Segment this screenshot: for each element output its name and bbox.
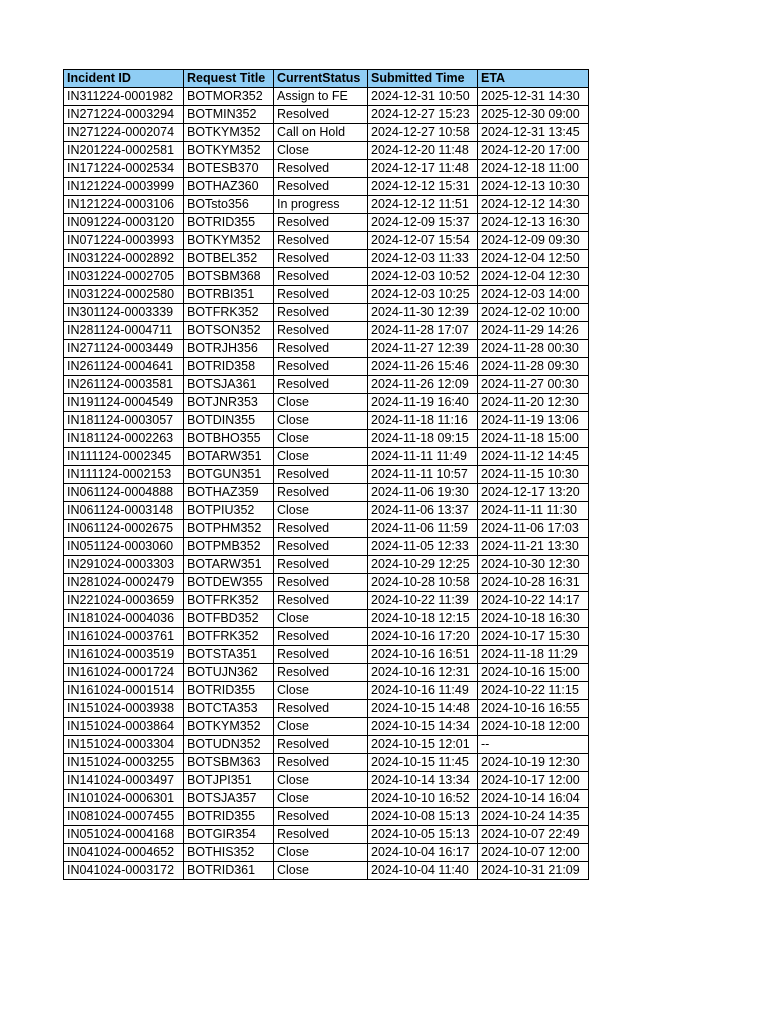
cell-current-status[interactable]: Resolved: [274, 574, 368, 592]
header-request-title[interactable]: Request Title: [184, 70, 274, 88]
cell-submitted-time[interactable]: 2024-10-04 16:17: [368, 844, 478, 862]
table-row: [64, 304, 589, 322]
cell-eta[interactable]: 2024-11-12 14:45: [478, 448, 589, 466]
cell-submitted-time[interactable]: 2024-12-20 11:48: [368, 142, 478, 160]
cell-eta[interactable]: 2024-12-09 09:30: [478, 232, 589, 250]
cell-submitted-time[interactable]: 2024-12-03 10:52: [368, 268, 478, 286]
cell-request-title[interactable]: BOTsto356: [184, 196, 274, 214]
cell-request-title[interactable]: BOTJPI351: [184, 772, 274, 790]
cell-request-title[interactable]: BOTARW351: [184, 556, 274, 574]
cell-submitted-time[interactable]: 2024-11-11 11:49: [368, 448, 478, 466]
cell-incident-id[interactable]: IN151024-0003304: [64, 736, 184, 754]
table-row: [64, 196, 589, 214]
cell-eta[interactable]: 2024-10-31 21:09: [478, 862, 589, 880]
cell-request-title[interactable]: BOTPHM352: [184, 520, 274, 538]
cell-eta[interactable]: 2024-11-15 10:30: [478, 466, 589, 484]
cell-current-status[interactable]: Resolved: [274, 322, 368, 340]
cell-incident-id[interactable]: IN161024-0003761: [64, 628, 184, 646]
cell-submitted-time[interactable]: 2024-12-12 11:51: [368, 196, 478, 214]
cell-current-status[interactable]: Resolved: [274, 808, 368, 826]
table-row: [64, 772, 589, 790]
cell-incident-id[interactable]: IN061124-0004888: [64, 484, 184, 502]
cell-incident-id[interactable]: IN031224-0002705: [64, 268, 184, 286]
table-row: [64, 214, 589, 232]
table-row: [64, 556, 589, 574]
cell-incident-id[interactable]: IN191124-0004549: [64, 394, 184, 412]
cell-eta[interactable]: --: [478, 736, 589, 754]
cell-submitted-time[interactable]: 2024-10-15 11:45: [368, 754, 478, 772]
table-row: [64, 862, 589, 880]
table-row: [64, 268, 589, 286]
table-row: [64, 448, 589, 466]
cell-incident-id[interactable]: IN081024-0007455: [64, 808, 184, 826]
cell-eta[interactable]: 2024-10-16 16:55: [478, 700, 589, 718]
cell-incident-id[interactable]: IN041024-0003172: [64, 862, 184, 880]
cell-eta[interactable]: 2024-10-28 16:31: [478, 574, 589, 592]
cell-eta[interactable]: 2024-11-19 13:06: [478, 412, 589, 430]
cell-request-title[interactable]: BOTGIR354: [184, 826, 274, 844]
cell-current-status[interactable]: Resolved: [274, 538, 368, 556]
cell-incident-id[interactable]: IN111124-0002345: [64, 448, 184, 466]
cell-submitted-time[interactable]: 2024-10-15 14:48: [368, 700, 478, 718]
table-row: [64, 682, 589, 700]
cell-submitted-time[interactable]: 2024-11-30 12:39: [368, 304, 478, 322]
table-row: [64, 106, 589, 124]
cell-eta[interactable]: 2024-12-02 10:00: [478, 304, 589, 322]
cell-current-status[interactable]: Resolved: [274, 520, 368, 538]
cell-submitted-time[interactable]: 2024-12-17 11:48: [368, 160, 478, 178]
table-row: [64, 232, 589, 250]
cell-incident-id[interactable]: IN051124-0003060: [64, 538, 184, 556]
cell-request-title[interactable]: BOTDIN355: [184, 412, 274, 430]
cell-request-title[interactable]: BOTFRK352: [184, 304, 274, 322]
cell-incident-id[interactable]: IN151024-0003938: [64, 700, 184, 718]
cell-eta[interactable]: 2024-12-13 16:30: [478, 214, 589, 232]
cell-incident-id[interactable]: IN271224-0003294: [64, 106, 184, 124]
table-row: [64, 826, 589, 844]
cell-incident-id[interactable]: IN111124-0002153: [64, 466, 184, 484]
cell-submitted-time[interactable]: 2024-12-31 10:50: [368, 88, 478, 106]
table-row: [64, 538, 589, 556]
cell-current-status[interactable]: Resolved: [274, 250, 368, 268]
cell-submitted-time[interactable]: 2024-12-27 10:58: [368, 124, 478, 142]
cell-current-status[interactable]: Resolved: [274, 592, 368, 610]
cell-submitted-time[interactable]: 2024-10-10 16:52: [368, 790, 478, 808]
cell-request-title[interactable]: BOTMIN352: [184, 106, 274, 124]
cell-submitted-time[interactable]: 2024-10-16 16:51: [368, 646, 478, 664]
table-row: [64, 340, 589, 358]
table-row: [64, 592, 589, 610]
cell-current-status[interactable]: Resolved: [274, 214, 368, 232]
cell-request-title[interactable]: BOTPIU352: [184, 502, 274, 520]
cell-submitted-time[interactable]: 2024-10-04 11:40: [368, 862, 478, 880]
cell-submitted-time[interactable]: 2024-11-18 11:16: [368, 412, 478, 430]
cell-current-status[interactable]: Resolved: [274, 628, 368, 646]
cell-eta[interactable]: 2024-10-18 12:00: [478, 718, 589, 736]
cell-request-title[interactable]: BOTRID355: [184, 682, 274, 700]
cell-request-title[interactable]: BOTHIS352: [184, 844, 274, 862]
cell-submitted-time[interactable]: 2024-12-27 15:23: [368, 106, 478, 124]
cell-incident-id[interactable]: IN161024-0003519: [64, 646, 184, 664]
cell-incident-id[interactable]: IN261124-0004641: [64, 358, 184, 376]
cell-eta[interactable]: 2024-12-12 14:30: [478, 196, 589, 214]
cell-request-title[interactable]: BOTSBM363: [184, 754, 274, 772]
cell-incident-id[interactable]: IN271124-0003449: [64, 340, 184, 358]
cell-current-status[interactable]: In progress: [274, 196, 368, 214]
cell-submitted-time[interactable]: 2024-11-05 12:33: [368, 538, 478, 556]
cell-current-status[interactable]: Resolved: [274, 358, 368, 376]
cell-incident-id[interactable]: IN151024-0003255: [64, 754, 184, 772]
cell-incident-id[interactable]: IN161024-0001514: [64, 682, 184, 700]
cell-request-title[interactable]: BOTRBI351: [184, 286, 274, 304]
cell-request-title[interactable]: BOTPMB352: [184, 538, 274, 556]
cell-eta[interactable]: 2024-11-18 15:00: [478, 430, 589, 448]
table-row: [64, 610, 589, 628]
cell-current-status[interactable]: Close: [274, 448, 368, 466]
cell-incident-id[interactable]: IN031224-0002580: [64, 286, 184, 304]
cell-eta[interactable]: 2024-10-19 12:30: [478, 754, 589, 772]
cell-incident-id[interactable]: IN261124-0003581: [64, 376, 184, 394]
cell-eta[interactable]: 2024-12-31 13:45: [478, 124, 589, 142]
cell-submitted-time[interactable]: 2024-10-14 13:34: [368, 772, 478, 790]
cell-current-status[interactable]: Close: [274, 790, 368, 808]
cell-submitted-time[interactable]: 2024-10-05 15:13: [368, 826, 478, 844]
cell-incident-id[interactable]: IN061124-0003148: [64, 502, 184, 520]
cell-request-title[interactable]: BOTRID355: [184, 214, 274, 232]
table-row: [64, 250, 589, 268]
cell-eta[interactable]: 2024-10-24 14:35: [478, 808, 589, 826]
cell-current-status[interactable]: Resolved: [274, 268, 368, 286]
cell-request-title[interactable]: BOTHAZ360: [184, 178, 274, 196]
cell-request-title[interactable]: BOTRID355: [184, 808, 274, 826]
cell-request-title[interactable]: BOTDEW355: [184, 574, 274, 592]
cell-request-title[interactable]: BOTUDN352: [184, 736, 274, 754]
cell-incident-id[interactable]: IN101024-0006301: [64, 790, 184, 808]
cell-submitted-time[interactable]: 2024-10-16 12:31: [368, 664, 478, 682]
cell-eta[interactable]: 2024-12-04 12:50: [478, 250, 589, 268]
cell-eta[interactable]: 2024-11-28 09:30: [478, 358, 589, 376]
cell-current-status[interactable]: Close: [274, 394, 368, 412]
cell-current-status[interactable]: Close: [274, 610, 368, 628]
cell-submitted-time[interactable]: 2024-12-03 11:33: [368, 250, 478, 268]
header-current-status[interactable]: CurrentStatus: [274, 70, 368, 88]
cell-eta[interactable]: 2024-10-22 11:15: [478, 682, 589, 700]
cell-incident-id[interactable]: IN121224-0003106: [64, 196, 184, 214]
cell-submitted-time[interactable]: 2024-11-11 10:57: [368, 466, 478, 484]
cell-request-title[interactable]: BOTBEL352: [184, 250, 274, 268]
table-row: [64, 124, 589, 142]
table-row: [64, 502, 589, 520]
cell-incident-id[interactable]: IN121224-0003999: [64, 178, 184, 196]
cell-eta[interactable]: 2024-12-20 17:00: [478, 142, 589, 160]
table-row: [64, 286, 589, 304]
cell-eta[interactable]: 2024-11-20 12:30: [478, 394, 589, 412]
cell-submitted-time[interactable]: 2024-10-29 12:25: [368, 556, 478, 574]
table-row: [64, 646, 589, 664]
cell-current-status[interactable]: Resolved: [274, 106, 368, 124]
cell-submitted-time[interactable]: 2024-12-07 15:54: [368, 232, 478, 250]
cell-incident-id[interactable]: IN181124-0003057: [64, 412, 184, 430]
table-row: [64, 394, 589, 412]
table-row: [64, 808, 589, 826]
cell-incident-id[interactable]: IN141024-0003497: [64, 772, 184, 790]
cell-eta[interactable]: 2024-10-07 22:49: [478, 826, 589, 844]
cell-request-title[interactable]: BOTSJA357: [184, 790, 274, 808]
cell-incident-id[interactable]: IN171224-0002534: [64, 160, 184, 178]
cell-incident-id[interactable]: IN071224-0003993: [64, 232, 184, 250]
cell-request-title[interactable]: BOTBHO355: [184, 430, 274, 448]
cell-request-title[interactable]: BOTSJA361: [184, 376, 274, 394]
cell-current-status[interactable]: Resolved: [274, 232, 368, 250]
cell-request-title[interactable]: BOTRID358: [184, 358, 274, 376]
cell-incident-id[interactable]: IN181124-0002263: [64, 430, 184, 448]
cell-current-status[interactable]: Resolved: [274, 286, 368, 304]
cell-submitted-time[interactable]: 2024-11-28 17:07: [368, 322, 478, 340]
cell-request-title[interactable]: BOTARW351: [184, 448, 274, 466]
cell-request-title[interactable]: BOTESB370: [184, 160, 274, 178]
cell-eta[interactable]: 2024-10-16 15:00: [478, 664, 589, 682]
cell-request-title[interactable]: BOTKYM352: [184, 232, 274, 250]
cell-request-title[interactable]: BOTKYM352: [184, 142, 274, 160]
cell-request-title[interactable]: BOTKYM352: [184, 718, 274, 736]
cell-eta[interactable]: 2024-11-28 00:30: [478, 340, 589, 358]
cell-incident-id[interactable]: IN291024-0003303: [64, 556, 184, 574]
table-row: [64, 358, 589, 376]
cell-eta[interactable]: 2024-12-13 10:30: [478, 178, 589, 196]
cell-submitted-time[interactable]: 2024-11-26 15:46: [368, 358, 478, 376]
table-row: [64, 412, 589, 430]
cell-request-title[interactable]: BOTUJN362: [184, 664, 274, 682]
cell-request-title[interactable]: BOTJNR353: [184, 394, 274, 412]
cell-incident-id[interactable]: IN271224-0002074: [64, 124, 184, 142]
cell-eta[interactable]: 2024-10-07 12:00: [478, 844, 589, 862]
table-row: [64, 736, 589, 754]
cell-incident-id[interactable]: IN161024-0001724: [64, 664, 184, 682]
cell-request-title[interactable]: BOTMOR352: [184, 88, 274, 106]
cell-eta[interactable]: 2025-12-31 14:30: [478, 88, 589, 106]
cell-current-status[interactable]: Close: [274, 412, 368, 430]
cell-submitted-time[interactable]: 2024-10-22 11:39: [368, 592, 478, 610]
cell-request-title[interactable]: BOTKYM352: [184, 124, 274, 142]
table-row: [64, 178, 589, 196]
cell-current-status[interactable]: Resolved: [274, 556, 368, 574]
table-row: [64, 88, 589, 106]
cell-eta[interactable]: 2024-11-06 17:03: [478, 520, 589, 538]
cell-eta[interactable]: 2024-11-11 11:30: [478, 502, 589, 520]
cell-submitted-time[interactable]: 2024-11-06 11:59: [368, 520, 478, 538]
cell-eta[interactable]: 2024-10-17 12:00: [478, 772, 589, 790]
cell-current-status[interactable]: Resolved: [274, 178, 368, 196]
cell-current-status[interactable]: Resolved: [274, 484, 368, 502]
header-row: [64, 70, 589, 88]
cell-current-status[interactable]: Resolved: [274, 736, 368, 754]
cell-current-status[interactable]: Close: [274, 682, 368, 700]
cell-eta[interactable]: 2025-12-30 09:00: [478, 106, 589, 124]
cell-current-status[interactable]: Resolved: [274, 376, 368, 394]
cell-request-title[interactable]: BOTCTA353: [184, 700, 274, 718]
table-row: [64, 520, 589, 538]
cell-request-title[interactable]: BOTSON352: [184, 322, 274, 340]
table-row: [64, 664, 589, 682]
header-incident-id[interactable]: Incident ID: [64, 70, 184, 88]
cell-current-status[interactable]: Close: [274, 718, 368, 736]
cell-incident-id[interactable]: IN181024-0004036: [64, 610, 184, 628]
cell-incident-id[interactable]: IN201224-0002581: [64, 142, 184, 160]
cell-incident-id[interactable]: IN051024-0004168: [64, 826, 184, 844]
table-row: [64, 718, 589, 736]
cell-eta[interactable]: 2024-11-27 00:30: [478, 376, 589, 394]
table-row: [64, 844, 589, 862]
cell-submitted-time[interactable]: 2024-10-16 17:20: [368, 628, 478, 646]
cell-request-title[interactable]: BOTFRK352: [184, 592, 274, 610]
table-row: [64, 790, 589, 808]
table-row: [64, 376, 589, 394]
cell-submitted-time[interactable]: 2024-11-19 16:40: [368, 394, 478, 412]
cell-eta[interactable]: 2024-12-18 11:00: [478, 160, 589, 178]
table-row: [64, 466, 589, 484]
cell-submitted-time[interactable]: 2024-12-09 15:37: [368, 214, 478, 232]
cell-eta[interactable]: 2024-12-03 14:00: [478, 286, 589, 304]
header-eta[interactable]: ETA: [478, 70, 589, 88]
cell-current-status[interactable]: Resolved: [274, 646, 368, 664]
cell-submitted-time[interactable]: 2024-12-12 15:31: [368, 178, 478, 196]
cell-submitted-time[interactable]: 2024-11-26 12:09: [368, 376, 478, 394]
cell-current-status[interactable]: Close: [274, 844, 368, 862]
cell-eta[interactable]: 2024-12-17 13:20: [478, 484, 589, 502]
cell-request-title[interactable]: BOTFRK352: [184, 628, 274, 646]
table-row: [64, 574, 589, 592]
cell-current-status[interactable]: Close: [274, 502, 368, 520]
table-row: [64, 160, 589, 178]
cell-incident-id[interactable]: IN061124-0002675: [64, 520, 184, 538]
cell-request-title[interactable]: BOTRID361: [184, 862, 274, 880]
cell-request-title[interactable]: BOTRJH356: [184, 340, 274, 358]
header-submitted-time[interactable]: Submitted Time: [368, 70, 478, 88]
table-row: [64, 322, 589, 340]
cell-incident-id[interactable]: IN031224-0002892: [64, 250, 184, 268]
cell-incident-id[interactable]: IN221024-0003659: [64, 592, 184, 610]
cell-current-status[interactable]: Close: [274, 142, 368, 160]
cell-request-title[interactable]: BOTSTA351: [184, 646, 274, 664]
cell-submitted-time[interactable]: 2024-10-15 12:01: [368, 736, 478, 754]
cell-current-status[interactable]: Close: [274, 772, 368, 790]
cell-incident-id[interactable]: IN151024-0003864: [64, 718, 184, 736]
cell-eta[interactable]: 2024-11-18 11:29: [478, 646, 589, 664]
cell-current-status[interactable]: Call on Hold: [274, 124, 368, 142]
table-row: [64, 700, 589, 718]
cell-eta[interactable]: 2024-11-21 13:30: [478, 538, 589, 556]
table-row: [64, 628, 589, 646]
cell-submitted-time[interactable]: 2024-10-18 12:15: [368, 610, 478, 628]
cell-current-status[interactable]: Assign to FE: [274, 88, 368, 106]
cell-submitted-time[interactable]: 2024-11-27 12:39: [368, 340, 478, 358]
cell-submitted-time[interactable]: 2024-10-08 15:13: [368, 808, 478, 826]
cell-current-status[interactable]: Resolved: [274, 754, 368, 772]
cell-current-status[interactable]: Resolved: [274, 466, 368, 484]
cell-incident-id[interactable]: IN091224-0003120: [64, 214, 184, 232]
cell-current-status[interactable]: Resolved: [274, 664, 368, 682]
cell-current-status[interactable]: Resolved: [274, 826, 368, 844]
cell-submitted-time[interactable]: 2024-10-28 10:58: [368, 574, 478, 592]
incident-table: [63, 69, 589, 880]
cell-incident-id[interactable]: IN311224-0001982: [64, 88, 184, 106]
table-row: [64, 754, 589, 772]
cell-submitted-time[interactable]: 2024-11-06 19:30: [368, 484, 478, 502]
cell-incident-id[interactable]: IN301124-0003339: [64, 304, 184, 322]
cell-submitted-time[interactable]: 2024-11-18 09:15: [368, 430, 478, 448]
cell-eta[interactable]: 2024-10-14 16:04: [478, 790, 589, 808]
cell-incident-id[interactable]: IN281124-0004711: [64, 322, 184, 340]
cell-request-title[interactable]: BOTGUN351: [184, 466, 274, 484]
cell-current-status[interactable]: Resolved: [274, 700, 368, 718]
table-row: [64, 142, 589, 160]
cell-current-status[interactable]: Close: [274, 862, 368, 880]
cell-request-title[interactable]: BOTHAZ359: [184, 484, 274, 502]
cell-eta[interactable]: 2024-12-04 12:30: [478, 268, 589, 286]
cell-current-status[interactable]: Resolved: [274, 340, 368, 358]
cell-incident-id[interactable]: IN041024-0004652: [64, 844, 184, 862]
cell-submitted-time[interactable]: 2024-10-16 11:49: [368, 682, 478, 700]
cell-submitted-time[interactable]: 2024-10-15 14:34: [368, 718, 478, 736]
cell-eta[interactable]: 2024-11-29 14:26: [478, 322, 589, 340]
table-row: [64, 484, 589, 502]
cell-request-title[interactable]: BOTSBM368: [184, 268, 274, 286]
cell-eta[interactable]: 2024-10-30 12:30: [478, 556, 589, 574]
table-body: [64, 88, 589, 880]
cell-submitted-time[interactable]: 2024-12-03 10:25: [368, 286, 478, 304]
cell-incident-id[interactable]: IN281024-0002479: [64, 574, 184, 592]
cell-eta[interactable]: 2024-10-17 15:30: [478, 628, 589, 646]
cell-eta[interactable]: 2024-10-22 14:17: [478, 592, 589, 610]
cell-submitted-time[interactable]: 2024-11-06 13:37: [368, 502, 478, 520]
cell-current-status[interactable]: Resolved: [274, 160, 368, 178]
table-row: [64, 430, 589, 448]
cell-request-title[interactable]: BOTFBD352: [184, 610, 274, 628]
cell-eta[interactable]: 2024-10-18 16:30: [478, 610, 589, 628]
cell-current-status[interactable]: Close: [274, 430, 368, 448]
cell-current-status[interactable]: Resolved: [274, 304, 368, 322]
